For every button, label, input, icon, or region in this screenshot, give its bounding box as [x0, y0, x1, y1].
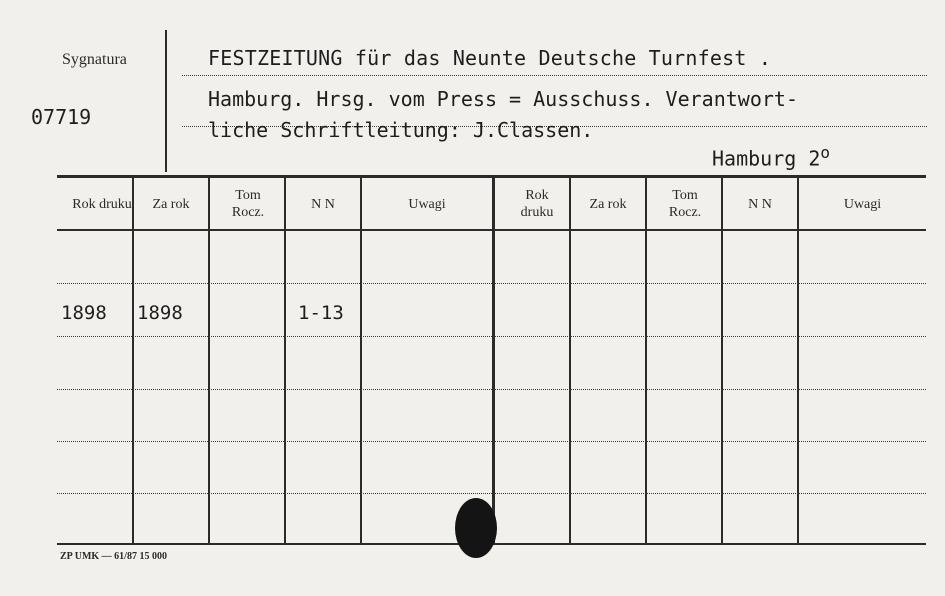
punch-hole: [455, 498, 497, 558]
title-line-2: Hamburg. Hrsg. vom Press = Ausschuss. Verantwort-: [208, 87, 799, 111]
header-uwagi: Uwagi: [843, 196, 882, 212]
header-za-rok: Za rok: [589, 196, 627, 212]
column-line: [284, 178, 286, 544]
place-format-text: Hamburg 2: [712, 146, 821, 171]
header-za-rok: Za rok: [152, 196, 190, 212]
cell-za-rok: 1898: [137, 302, 183, 324]
row-rule: [57, 389, 926, 390]
column-line: [797, 178, 799, 544]
row-rule: [57, 283, 926, 284]
column-line: [208, 178, 210, 544]
header-nn: N N: [311, 196, 335, 212]
row-rule: [57, 493, 926, 494]
header-rok-druku: Rok druku: [72, 196, 132, 212]
cell-rok-druku: 1898: [61, 302, 107, 324]
cell-nn: 1-13: [298, 302, 344, 324]
format-superscript: o: [820, 143, 831, 162]
title-line-3: liche Schriftleitung: J.Classen.: [208, 118, 594, 142]
signature-label: Sygnatura: [62, 51, 127, 68]
row-rule: [57, 441, 926, 442]
column-line: [132, 178, 134, 544]
title-rule-1: [182, 75, 927, 76]
header-divider: [165, 30, 167, 172]
header-nn: N N: [748, 196, 772, 212]
header-tom-rocz: Tom Rocz.: [231, 188, 265, 220]
column-line: [569, 178, 571, 544]
row-rule: [57, 336, 926, 337]
title-line-1: FESTZEITUNG für das Neunte Deutsche Turnfest .: [208, 46, 772, 70]
signature-number: 07719: [31, 105, 92, 129]
printer-footer: ZP UMK — 61/87 15 000: [60, 551, 167, 562]
column-line: [645, 178, 647, 544]
header-rok-druku: Rok druku: [520, 188, 554, 220]
column-line: [721, 178, 723, 544]
header-tom-rocz: Tom Rocz.: [668, 188, 702, 220]
place-format: [712, 143, 830, 171]
column-line-center: [492, 178, 495, 544]
column-line: [360, 178, 362, 544]
header-uwagi: Uwagi: [408, 196, 446, 212]
